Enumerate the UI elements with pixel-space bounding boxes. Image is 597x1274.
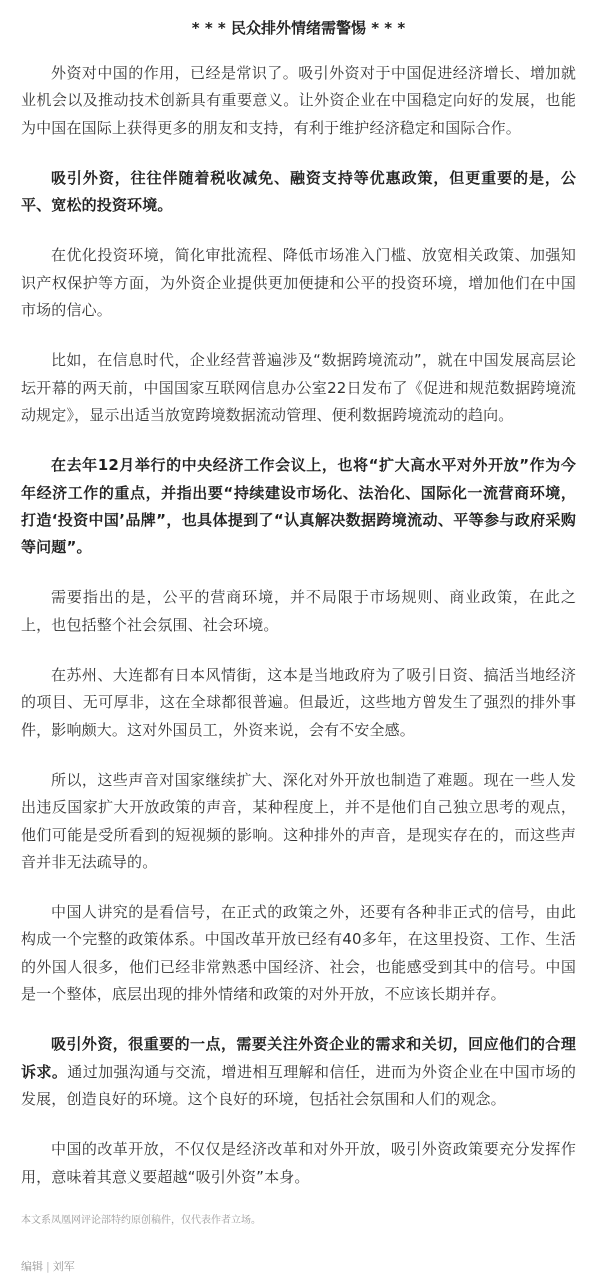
article [0,17,597,1191]
editor-label: 编辑 [21,1259,43,1273]
article-paragraph-lead: 吸引外资，很重要的一点，需要关注外资企业的需求和关切，回应他们的合理诉求。 [21,1035,576,1081]
article-paragraph: 需要指出的是，公平的营商环境，并不局限于市场规则、商业政策，在此之上，也包括整个社会氛围、社会环境。 [21,588,576,634]
article-paragraph: 在优化投资环境，简化审批流程、降低市场准入门槛、放宽相关政策、加强知识产权保护等方面，为外资企业提供更加便捷和公平的投资环境，增加他们在中国市场的信心。 [21,246,576,320]
article-paragraph-body: 通过加强沟通与交流，增进相互理解和信任，进而为外资企业在中国市场的发展，创造良好的环境。这个良好的环境，包括社会氛围和人们的观念。 [21,1062,576,1108]
article-paragraph: 比如，在信息时代，企业经营普遍涉及“数据跨境流动”，就在中国发展高层论坛开幕的两天前，中国国家互联网信息办公室22日发布了《促进和规范数据跨境流动规定》，显示出适当放宽跨境数据流动管理、便利数据跨境流动的趋向。 [21,351,576,424]
article-paragraph-bold: 吸引外资，往往伴随着税收减免、融资支持等优惠政策，但更重要的是，公平、宽松的投资环境。 [21,168,576,215]
article-paragraph: 中国人讲究的是看信号，在正式的政策之外，还要有各种非正式的信号，由此构成一个完整的政策体系。中国改革开放已经有40多年，在这里投资、工作、生活的外国人很多，他们已经非常熟悉中国经济、社会，也能感受到其中的信号。中国是一个整体，底层出现的排外情绪和政策的对外开放，不应该长期并存。 [21,903,576,1004]
editor-separator: | [46,1259,50,1273]
article-paragraph: 在苏州、大连都有日本风情街，这本是当地政府为了吸引日资、搞活当地经济的项目、无可厚非，这在全球都很普遍。但最近，这些地方曾发生了强烈的排外事件，影响颇大。这对外国员工，外资来说，会有不安全感。 [21,666,576,739]
article-paragraph-bold: 在去年12月举行的中央经济工作会议上，也将“扩大高水平对外开放”作为今年经济工作的重点，并指出要“持续建设市场化、法治化、国际化一流营商环境，打造‘投资中国’品牌”，也具体提到了“认真解决数据跨境流动、平等参与政府采购等问题”。 [21,456,576,557]
copyright-note: 本文系凤凰网评论部特约原创稿件，仅代表作者立场。 [21,1214,261,1226]
article-paragraph: 所以，这些声音对国家继续扩大、深化对外开放也制造了难题。现在一些人发出违反国家扩大开放政策的声音，某种程度上，并不是他们自己独立思考的观点，他们可能是受所看到的短视频的影响。这种排外的声音，是现实存在的，而这些声音并非无法疏导的。 [21,770,576,871]
editor-name: 刘军 [52,1259,75,1273]
article-paragraph-mixed [21,1031,576,1113]
article-paragraph: 中国的改革开放，不仅仅是经济改革和对外开放，吸引外资政策要充分发挥作用，意味着其意义要超越“吸引外资”本身。 [21,1140,576,1186]
article-paragraph: 外资对中国的作用，已经是常识了。吸引外资对于中国促进经济增长、增加就业机会以及推动技术创新具有重要意义。让外资企业在中国稳定向好的发展，也能为中国在国际上获得更多的朋友和支持，有利于维护经济稳定和国际合作。 [21,64,576,137]
editor-credit [0,1260,597,1274]
article-title: * * * 民众排外情绪需警惕 * * * [191,19,406,37]
